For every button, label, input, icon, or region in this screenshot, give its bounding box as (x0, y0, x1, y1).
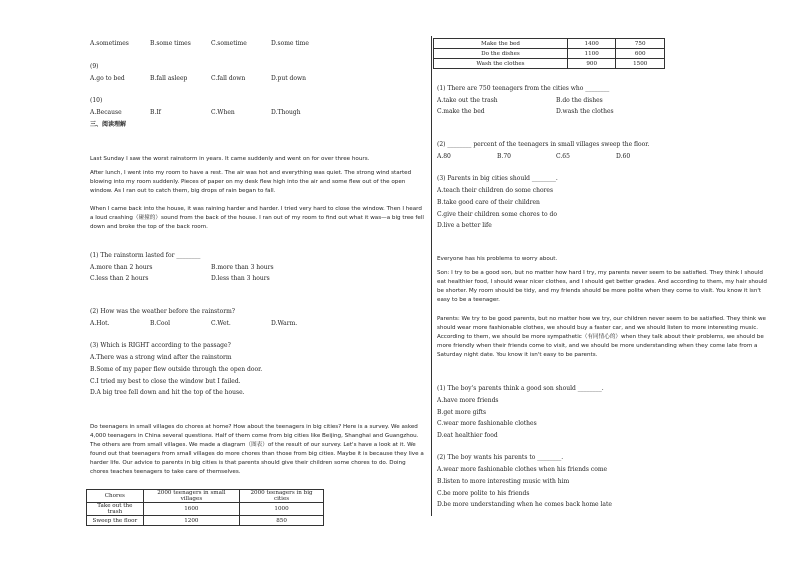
passage3-intro: Everyone has his problems to worry about. (437, 256, 558, 262)
p1q3-option-d: D.A big tree fell down and hit the top of the house. (90, 389, 245, 396)
table-row (434, 39, 665, 49)
p2q1-option-a: A.take out the trash (437, 97, 498, 104)
p3q2-option-a: A.wear more fashionable clothes when his friends come (437, 466, 608, 473)
p1q1-option-a: A.more than 2 hours (90, 264, 153, 271)
table-cell: 750 (616, 39, 665, 49)
p2q2-option-a: A.80 (437, 153, 451, 160)
table-cell: Wash the clothes (434, 59, 568, 69)
p2q1-stem: (1) There are 750 teenagers from the cities who ________ (437, 85, 610, 92)
p2q2-option-d: D.60 (616, 153, 631, 160)
table-cell: 1600 (143, 503, 239, 516)
p1q2-option-c: C.Wet. (211, 320, 231, 327)
p2q2-stem: (2) ________ percent of the teenagers in small villages sweep the floor. (437, 141, 650, 148)
p2q3-option-c: C.give their children some chores to do (437, 211, 557, 218)
table-row (87, 503, 324, 516)
table-row (434, 49, 665, 59)
p3q2-stem: (2) The boy wants his parents to ________. (437, 454, 564, 461)
q10-option-a: A.Because (90, 109, 122, 116)
chores-table-part2 (433, 38, 665, 69)
q8-option-a: A.sometimes (90, 40, 129, 47)
table-cell: 1200 (143, 516, 239, 526)
table-cell: Take out the trash (87, 503, 144, 516)
q10-label: (10) (90, 97, 103, 104)
passage3-son: Son: I try to be a good son, but no matter how hard I try, my parents never seem to be satisfied. They think I should eat healthier food, I should wear nicer clothes, and I should get better grades. And according to them, my hair should be shorter. My room should be tidy, and my friends should be more polite when they come to visit. You know it isn't easy to be a teenager. (437, 270, 767, 303)
q8-option-b: B.some times (150, 40, 191, 47)
q10-option-b: B.If (150, 109, 161, 116)
q9-option-d: D.put down (271, 75, 306, 82)
p2q3-option-b: B.take good care of their children (437, 199, 540, 206)
q10-option-c: C.When (211, 109, 235, 116)
table-header: Chores (87, 490, 144, 503)
p2q2-option-c: C.65 (556, 153, 570, 160)
p3q2-option-c: C.be more polite to his friends (437, 490, 530, 497)
p1q2-option-b: B.Cool (150, 320, 171, 327)
table-cell: Make the bed (434, 39, 568, 49)
p2q3-stem: (3) Parents in big cities should ________. (437, 175, 558, 182)
table-cell: Do the dishes (434, 49, 568, 59)
table-cell: 1400 (567, 39, 616, 49)
table-cell: 600 (616, 49, 665, 59)
q8-option-c: C.sometime (211, 40, 247, 47)
table-row (87, 516, 324, 526)
q10-option-d: D.Though (271, 109, 301, 116)
passage3-parents: Parents: We try to be good parents, but no matter how we try, our children never seem to be satisfied. They think we should wear more fashionable clothes, we should buy a faster car, and we should listen to more interesting music. According to them, we should be more sympathetic（有同情心的）when they talk about their problems, we should be more friendly when their friends come to visit, and we should be more understanding when they come late from a Saturday night date. You know it isn't easy to be parents. (437, 316, 766, 358)
p1q1-stem: (1) The rainstorm lasted for ________ (90, 252, 201, 259)
p1q3-option-b: B.Some of my paper flew outside through the open door. (90, 366, 263, 373)
passage1-p2: After lunch, I went into my room to have a rest. The air was hot and everything was quiet. The strong wind started blowing into my room suddenly. Pieces of paper on my desk flew high into the air and some flew out of the open window. As I ran out to catch them, big drops of rain began to fall. (90, 170, 412, 194)
p1q2-stem: (2) How was the weather before the rainstorm? (90, 308, 235, 315)
table-header: 2000 teenagers in big cities (240, 490, 324, 503)
table-header: 2000 teenagers in small villages (143, 490, 239, 503)
p2q1-option-c: C.make the bed (437, 108, 485, 115)
p1q1-option-d: D.less than 3 hours (211, 275, 270, 282)
p3q1-option-d: D.eat healthier food (437, 432, 498, 439)
q9-option-c: C.fall down (211, 75, 246, 82)
p3q1-option-b: B.get more gifts (437, 409, 487, 416)
table-cell: 1000 (240, 503, 324, 516)
passage1-p3: When I came back into the house, it was raining harder and harder. I tried very hard to close the window. Then I heard a loud crashing（碰撞的）sound from the back of the house. I ran out of my room to find out what it was—a big tree fell down and broke the top of the back room. (90, 206, 424, 230)
table-cell: 850 (240, 516, 324, 526)
p2q1-option-d: D.wash the clothes (556, 108, 614, 115)
q8-option-d: D.some time (271, 40, 309, 47)
p1q3-option-c: C.I tried my best to close the window but I failed. (90, 378, 241, 385)
column-divider (431, 36, 432, 516)
table-cell: Sweep the floor (87, 516, 144, 526)
table-cell: 1100 (567, 49, 616, 59)
passage2: Do teenagers in small villages do chores at home? How about the teenagers in big cities? Here is a survey. We asked 4,000 teenagers in China several questions. Half of them come from big cities like Beijing, Shanghai and Guangzhou. The others are from small villages. We made a diagram（图表）of the result of our survey. Let's have a look at it. We found out that teenagers from small villages do more chores than those from big cities. Maybe it is because they live a harder life. Our advice to parents in big cities is that parents should give their children some chores to do. Doing chores teaches teenagers to take care of themselves. (90, 424, 424, 475)
p1q2-option-a: A.Hot. (90, 320, 110, 327)
p1q3-stem: (3) Which is RIGHT according to the passage? (90, 342, 231, 349)
p2q3-option-a: A.teach their children do some chores (437, 187, 554, 194)
p2q2-option-b: B.70 (497, 153, 511, 160)
table-row (434, 59, 665, 69)
p3q1-stem: (1) The boy's parents think a good son should ________. (437, 385, 604, 392)
p3q2-option-d: D.be more understanding when he comes back home late (437, 501, 612, 508)
p1q3-option-a: A.There was a strong wind after the rainstorm (90, 354, 232, 361)
p3q1-option-c: C.wear more fashionable clothes (437, 420, 537, 427)
table-cell: 1500 (616, 59, 665, 69)
q9-option-a: A.go to bed (90, 75, 125, 82)
p2q1-option-b: B.do the dishes (556, 97, 603, 104)
p1q2-option-d: D.Warm. (271, 320, 298, 327)
chores-table-part1 (86, 489, 324, 526)
table-cell: 900 (567, 59, 616, 69)
p1q1-option-b: B.more than 3 hours (211, 264, 274, 271)
passage1-p1: Last Sunday I saw the worst rainstorm in years. It came suddenly and went on for over three hours. (90, 156, 370, 162)
table-header-row (87, 490, 324, 503)
p3q2-option-b: B.listen to more interesting music with him (437, 478, 570, 485)
q9-option-b: B.fall asleep (150, 75, 188, 82)
q9-label: (9) (90, 63, 99, 70)
section-title: 三、阅读理解 (90, 121, 127, 128)
p3q1-option-a: A.have more friends (437, 397, 499, 404)
p1q1-option-c: C.less than 2 hours (90, 275, 149, 282)
p2q3-option-d: D.live a better life (437, 222, 492, 229)
